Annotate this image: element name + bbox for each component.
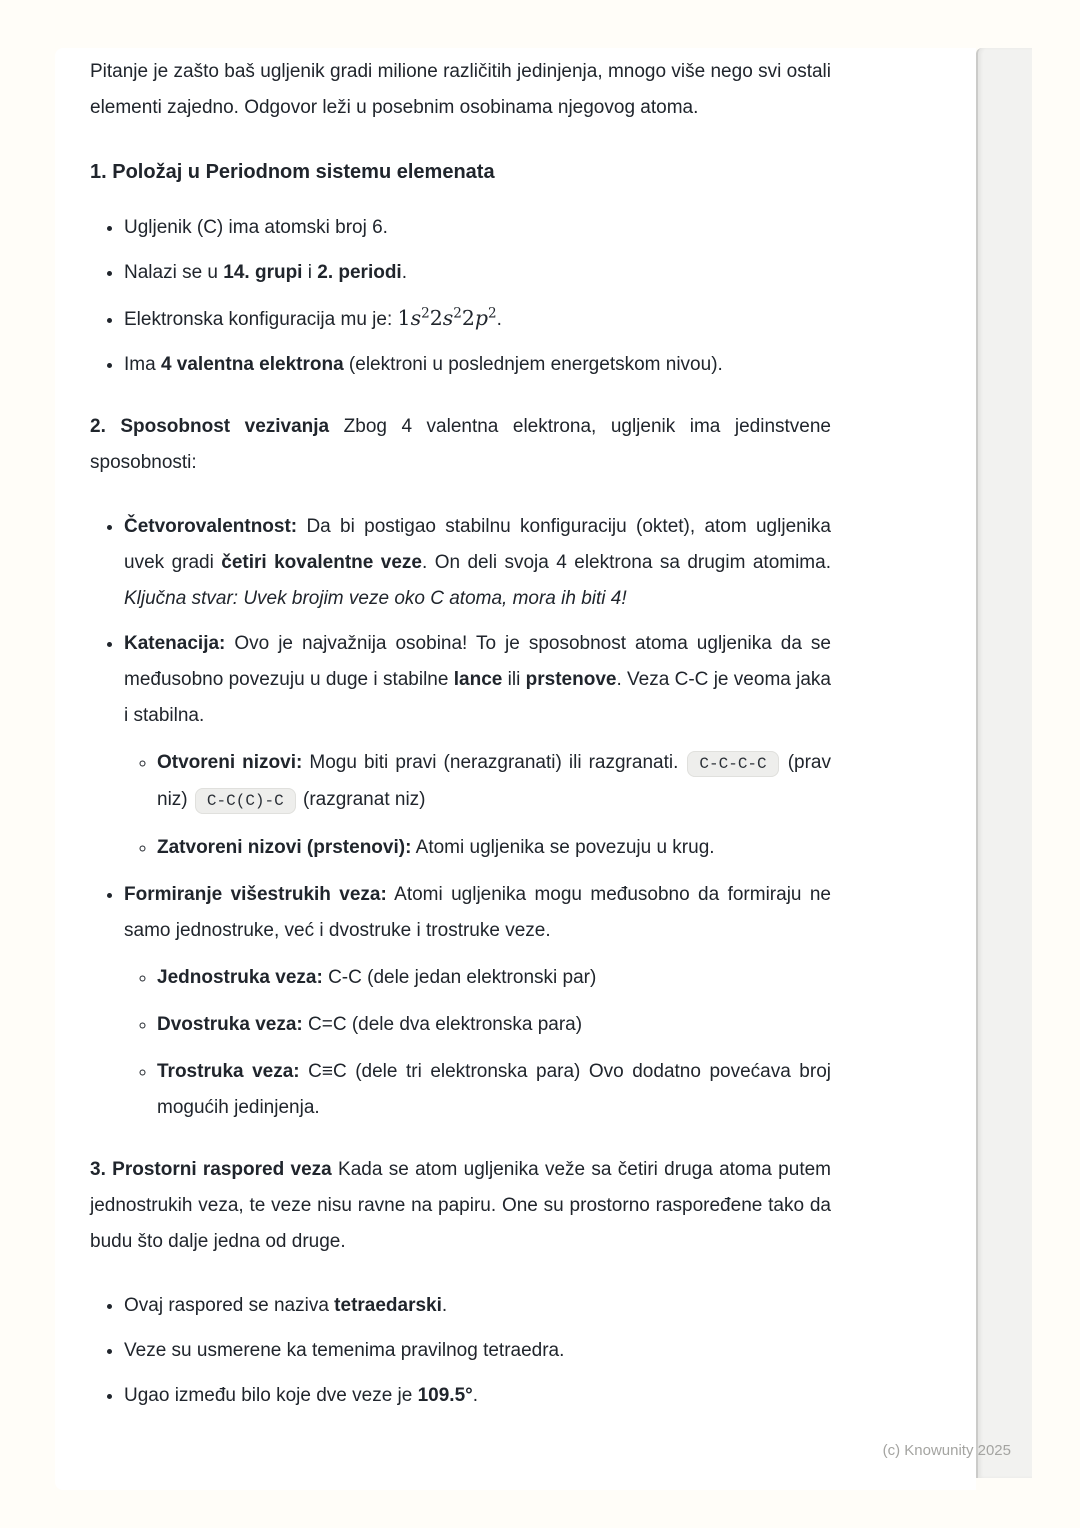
text-run: . On deli svoja 4 elektrona sa drugim atomima. xyxy=(421,552,831,573)
text-run: Da bi postigao stabilnu konfiguraciju (oktet), atom ugljenika uvek gradi xyxy=(124,516,831,573)
text-run: Dvostruka veza: xyxy=(157,1014,303,1035)
document-content xyxy=(55,48,976,1414)
text-run: tetraedarski xyxy=(334,1295,442,1316)
text-run: 109.5° xyxy=(417,1385,473,1406)
sub-list-item xyxy=(157,1054,831,1126)
text-run: C-C (dele jedan elektronski par) xyxy=(322,967,597,988)
list-item xyxy=(124,347,831,383)
text-run: (razgranat niz) xyxy=(297,789,426,810)
formula-part: 2 xyxy=(461,306,475,330)
text-run: Katenacija: xyxy=(124,633,226,654)
text-run: Pitanje je zašto baš ugljenik gradi milione različitih jedinjenja, mnogo više nego svi ostali elementi zajedno. Odgovor leži u posebnim osobinama njegovog atoma. xyxy=(90,61,831,118)
text-run: Ima xyxy=(124,354,161,375)
list-item xyxy=(124,626,831,866)
text-run: . xyxy=(472,1385,479,1406)
text-run: . xyxy=(496,309,502,330)
text-run: Kada se atom ugljenika veže sa četiri druga atoma putem jednostrukih veza, te veze nisu ravne na papiru. One su prostorno raspoređene tako da budu što dalje jedna od druge. xyxy=(90,1159,831,1252)
text-run: (elektroni u poslednjem energetskom nivou). xyxy=(343,354,723,375)
next-page-edge[interactable] xyxy=(976,48,1032,1478)
sub-list-item xyxy=(157,830,831,866)
copyright-watermark: (c) Knowunity 2025 xyxy=(882,1442,1011,1459)
text-run: 1. Položaj u Periodnom sistemu elemenata xyxy=(90,161,495,183)
text-run: Četvorovalentnost: xyxy=(124,516,298,537)
text-run: Otvoreni nizovi: xyxy=(157,752,303,773)
list-item xyxy=(124,1378,831,1414)
page-card xyxy=(55,48,976,1490)
text-run: 2. periodi xyxy=(317,262,402,283)
text-run: C=C (dele dva elektronska para) xyxy=(302,1014,583,1035)
sub-list-item xyxy=(157,960,831,996)
text-run: Atomi ugljenika se povezuju u krug. xyxy=(411,837,715,858)
code-chip-branched-chain: C-C(C)-C xyxy=(195,788,296,814)
text-run: 14. grupi xyxy=(223,262,303,283)
list-item xyxy=(124,1288,831,1324)
geometry-list xyxy=(90,1288,831,1414)
text-run: Ovaj raspored se naziva xyxy=(124,1295,335,1316)
section-3-paragraph xyxy=(90,1152,831,1260)
text-run: i xyxy=(302,262,318,283)
text-run: . Veza C-C je veoma jaka i stabilna. xyxy=(124,669,831,726)
section-3-heading-run: 3. Prostorni raspored veza xyxy=(90,1159,332,1180)
text-run: 4 valentna elektrona xyxy=(160,354,344,375)
section-2-heading-run: 2. Sposobnost vezivanja xyxy=(90,416,330,437)
text-run: Trostruka veza: xyxy=(157,1061,300,1082)
sub-bullet-list xyxy=(124,960,831,1126)
formula-part: 1 xyxy=(397,306,411,330)
bonding-list xyxy=(90,509,831,1126)
text-run: Ugao između bilo koje dve veze je xyxy=(124,1385,418,1406)
sub-list-item xyxy=(157,745,831,819)
list-item xyxy=(124,300,831,338)
formula-superscript: 2 xyxy=(453,305,462,322)
text-run: Mogu biti pravi (nerazgranati) ili razgranati. xyxy=(302,752,686,773)
list-item xyxy=(124,210,831,246)
text-run: . xyxy=(441,1295,448,1316)
text-run: Elektronska konfiguracija mu je: xyxy=(124,309,398,330)
text-run: (prav niz) xyxy=(157,752,831,810)
sub-list-item xyxy=(157,1007,831,1043)
text-run: Zatvoreni nizovi (prstenovi): xyxy=(157,837,412,858)
list-item xyxy=(124,255,831,291)
section-1-list xyxy=(90,210,831,383)
text-run: Ovo je najvažnija osobina! To je sposobnost atoma ugljenika da se međusobno povezuju u duge i stabilne xyxy=(124,633,831,690)
text-run: ili xyxy=(502,669,526,690)
text-run: Atomi ugljenika mogu međusobno da formiraju ne samo jednostruke, već i dvostruke i trostruke veze. xyxy=(124,884,831,941)
code-chip-straight-chain: C-C-C-C xyxy=(687,751,778,777)
text-run: Formiranje višestrukih veza: xyxy=(124,884,387,905)
text-run: Zbog 4 valentna elektrona, ugljenik ima jedinstvene sposobnosti: xyxy=(90,416,832,473)
formula-part: s xyxy=(442,306,454,330)
formula-part: p xyxy=(474,306,489,330)
list-item xyxy=(124,877,831,1126)
list-item xyxy=(124,1333,831,1369)
formula-part: s xyxy=(410,306,422,330)
formula-superscript: 2 xyxy=(421,305,430,322)
text-run: C≡C (dele tri elektronska para) Ovo dodatno povećava broj mogućih jedinjenja. xyxy=(157,1061,831,1118)
text-run: četiri kovalentne veze xyxy=(221,552,422,573)
sub-bullet-list xyxy=(124,745,831,866)
formula-superscript: 2 xyxy=(488,305,497,322)
intro-paragraph xyxy=(90,54,831,126)
text-run: prstenove xyxy=(525,669,617,690)
list-item xyxy=(124,509,831,617)
text-run: Nalazi se u xyxy=(124,262,224,283)
section-1-heading xyxy=(90,156,831,188)
text-run: . xyxy=(401,262,407,283)
text-run: lance xyxy=(453,669,503,690)
text-run: Veze su usmerene ka temenima pravilnog tetraedra. xyxy=(124,1340,565,1361)
section-2-paragraph xyxy=(90,409,831,481)
italic-note-run: Ključna stvar: Uvek brojim veze oko C atoma, mora ih biti 4! xyxy=(124,588,627,609)
text-run: Ugljenik (C) ima atomski broj 6. xyxy=(124,217,388,238)
text-run: Jednostruka veza: xyxy=(157,967,323,988)
formula-part: 2 xyxy=(429,306,443,330)
